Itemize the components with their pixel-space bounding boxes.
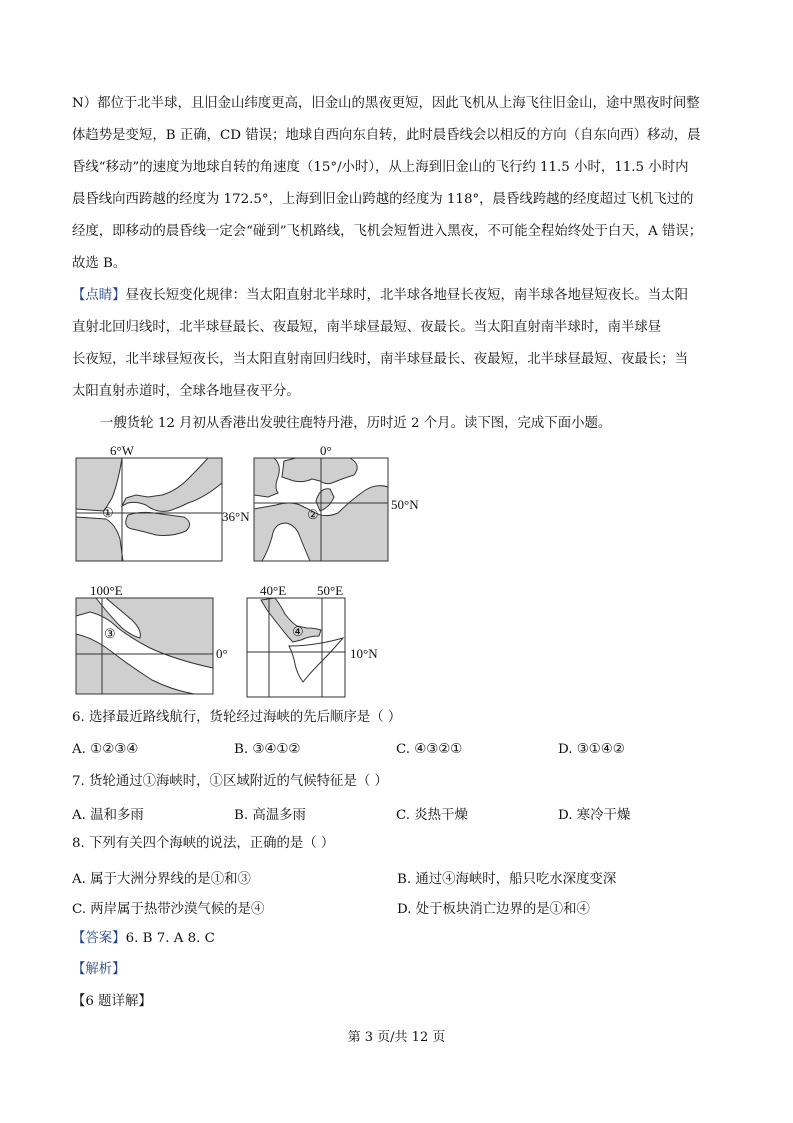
explanation-line: 体趋势是变短，B 正确，CD 错误；地球自西向东自转，此时晨昏线会以相反的方向（自东向西）移动，晨 [72, 128, 701, 143]
map4-strait-marker: ④ [292, 624, 304, 639]
map2-strait-marker: ② [307, 507, 319, 522]
strait-map-3 [76, 582, 246, 697]
map1-strait-marker: ① [102, 505, 114, 520]
q7-option-c: C. 炎热干燥 [396, 808, 468, 823]
map3-latitude-label: 0° [216, 646, 228, 661]
q7-option-b: B. 高温多雨 [234, 808, 306, 823]
q8-option-b: B. 通过④海峡时，船只吃水深度变深 [397, 872, 617, 887]
strait-map-2 [254, 443, 444, 563]
explanation-line: N）都位于北半球，且旧金山纬度更高，旧金山的黑夜更短，因此飞机从上海飞往旧金山，途中黑夜时间整 [72, 96, 700, 111]
explanation-line: 故选 B。 [72, 256, 127, 271]
tip-line: 太阳直射赤道时，全球各地昼夜平分。 [72, 384, 300, 399]
map2-longitude-label: 0° [320, 443, 332, 458]
analysis-heading: 【解析】 [72, 962, 126, 977]
q6-option-b: B. ③④①② [234, 742, 301, 757]
answer-text: 6. B 7. A 8. C [125, 931, 215, 946]
explanation-line: 昏线“移动”的速度为地球自转的角速度（15°/小时），从上海到旧金山的飞行约 11.5 小时，11.5 小时内 [72, 160, 689, 175]
page-footer: 第 3 页/共 12 页 [347, 1030, 446, 1045]
explanation-line: 经度，即移动的晨昏线一定会“碰到”飞机路线，飞机会短暂进入黑夜，不可能全程始终处于白天，A 错误； [72, 224, 703, 239]
question-intro: 一艘货轮 12 月初从香港出发驶往鹿特丹港，历时近 2 个月。读下图，完成下面小题。 [100, 416, 612, 431]
map1-latitude-label: 36°N [222, 509, 250, 524]
tip-line: 直射北回归线时，北半球昼最长、夜最短，南半球昼最短、夜最长。当太阳直射南半球时，南半球昼 [72, 320, 662, 335]
q6-option-a: A. ①②③④ [72, 742, 139, 757]
explanation-line: 晨昏线向西跨越的经度为 172.5°，上海到旧金山跨越的经度为 118°，晨昏线跨越的经度超过飞机飞过的 [72, 192, 694, 207]
map3-strait-marker: ③ [104, 626, 116, 641]
strait-map-4 [247, 582, 397, 697]
strait-map-1 [76, 443, 266, 563]
map4-latitude-label: 10°N [350, 646, 378, 661]
q7-option-d: D. 寒冷干燥 [558, 808, 631, 823]
map4-longitude-right-label: 50°E [317, 583, 344, 598]
q8-option-d: D. 处于板块消亡边界的是①和④ [397, 902, 590, 917]
answer-line [72, 929, 215, 949]
detail-heading: 【6 题详解】 [72, 994, 152, 1009]
q6-stem: 6. 选择最近路线航行，货轮经过海峡的先后顺序是（ ） [72, 710, 402, 725]
tip-line: 长夜短，北半球昼短夜长，当太阳直射南回归线时，南半球昼最长、夜最短，北半球昼最短、夜最长；当 [72, 352, 688, 367]
map1-longitude-label: 6°W [110, 443, 134, 458]
q7-option-a: A. 温和多雨 [72, 808, 144, 823]
answer-tag: 【答案】 [72, 931, 126, 946]
q6-option-d: D. ③①④② [558, 742, 625, 757]
q8-option-a: A. 属于大洲分界线的是①和③ [72, 872, 251, 887]
map2-latitude-label: 50°N [391, 497, 419, 512]
q7-stem: 7. 货轮通过①海峡时，①区域附近的气候特征是（ ） [72, 774, 388, 789]
q6-option-c: C. ④③②① [396, 742, 463, 757]
tip-text: 昼夜长短变化规律：当太阳直射北半球时，北半球各地昼长夜短，南半球各地昼短夜长。当太阳 [125, 288, 688, 303]
q8-stem: 8. 下列有关四个海峡的说法，正确的是（ ） [72, 836, 335, 851]
q8-option-c: C. 两岸属于热带沙漠气候的是④ [72, 902, 265, 917]
tip-tag: 【点睛】 [72, 288, 126, 303]
tip-line-first [72, 286, 688, 306]
map3-longitude-label: 100°E [90, 583, 123, 598]
map4-longitude-left-label: 40°E [260, 583, 287, 598]
